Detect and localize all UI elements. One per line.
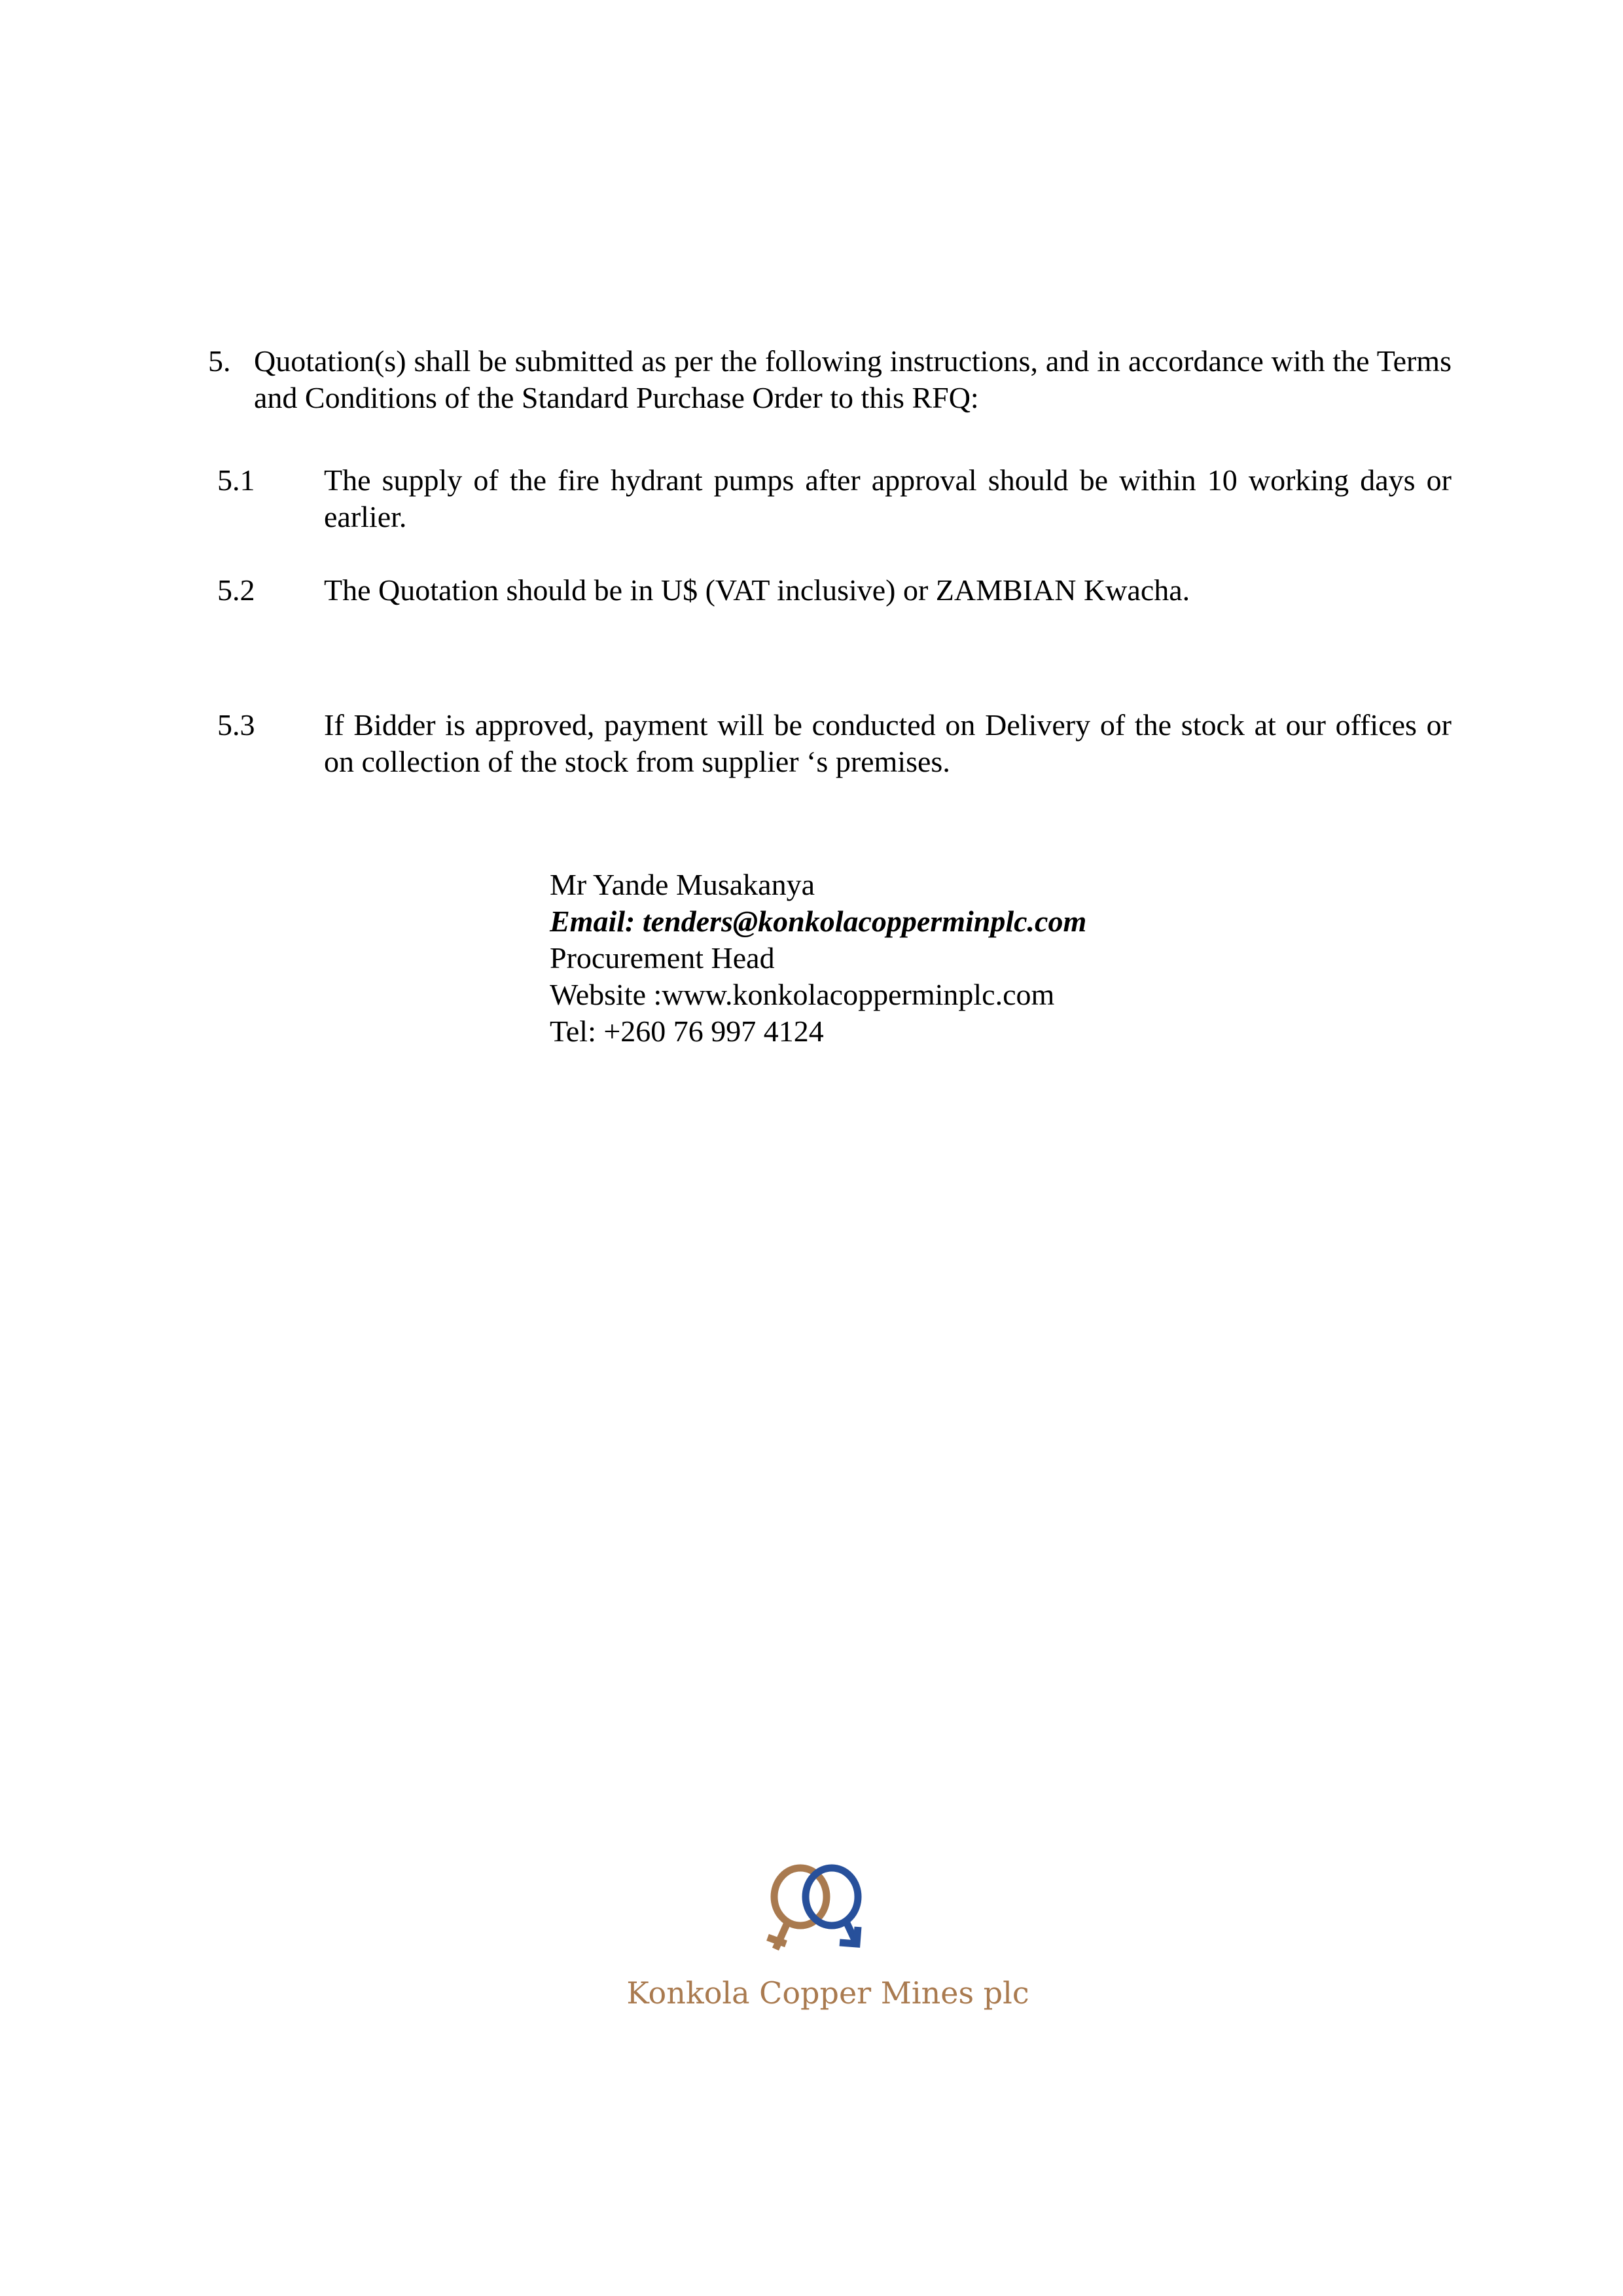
- item-5-3-text: If Bidder is approved, payment will be conducted on Delivery of the stock at our offices or on collection of the stock from supplier ‘s premises.: [324, 708, 1452, 778]
- item-5-3-number: 5.3: [217, 708, 255, 742]
- signatory-email[interactable]: Email: tenders@konkolacopperminplc.com: [550, 905, 1087, 938]
- signatory-phone: Tel: +260 76 997 4124: [550, 1014, 824, 1048]
- signatory-name: Mr Yande Musakanya: [550, 868, 815, 901]
- section-5-text: Quotation(s) shall be submitted as per the following instructions, and in accordance with the Terms and Conditions of the Standard Purchase Order to this RFQ:: [254, 344, 1452, 414]
- signature-block: [550, 867, 1086, 1050]
- signatory-title: Procurement Head: [550, 941, 775, 975]
- item-5-1: [217, 462, 1452, 535]
- venus-mars-rings-logo-icon: [756, 1859, 874, 1964]
- item-5-2: [217, 572, 1452, 609]
- company-logo: [625, 1859, 1031, 2016]
- item-5-1-number: 5.1: [217, 463, 255, 497]
- item-5-1-text: The supply of the fire hydrant pumps after approval should be within 10 working days or earlier.: [324, 463, 1452, 533]
- item-5-2-number: 5.2: [217, 573, 255, 607]
- section-5-number: 5.: [208, 344, 231, 378]
- section-5: [208, 343, 1452, 416]
- item-5-2-text: The Quotation should be in U$ (VAT inclusive) or ZAMBIAN Kwacha.: [324, 573, 1190, 607]
- company-name: Konkola Copper Mines plc: [626, 1975, 1029, 2011]
- item-5-3: [217, 707, 1452, 780]
- company-website[interactable]: Website :www.konkolacopperminplc.com: [550, 978, 1055, 1011]
